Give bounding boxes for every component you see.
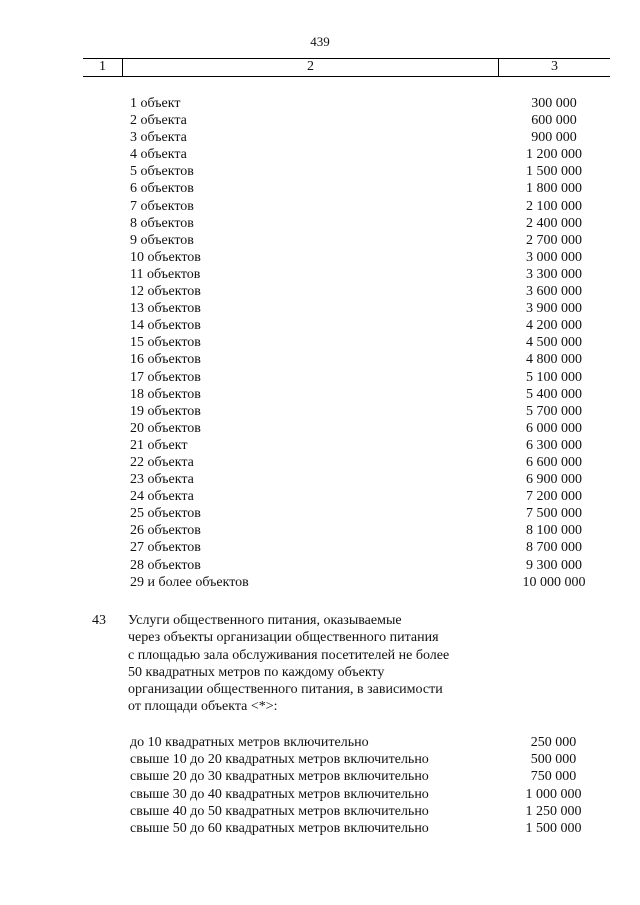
row-label: свыше 10 до 20 квадратных метров включительно (130, 752, 429, 768)
row-value: 2 700 000 (526, 232, 582, 248)
table-row (0, 129, 640, 146)
row-label: 18 объектов (130, 386, 201, 402)
table-row (0, 283, 640, 300)
row-value: 8 100 000 (526, 523, 582, 539)
row-value: 3 600 000 (526, 284, 582, 300)
table-row (0, 369, 640, 386)
table-row (0, 112, 640, 129)
row-label: 3 объекта (130, 130, 187, 146)
row-label: 29 и более объектов (130, 574, 249, 590)
table-row (0, 386, 640, 403)
row-value: 3 000 000 (526, 249, 582, 265)
row-label: 6 объектов (130, 181, 194, 197)
table-row (0, 454, 640, 471)
item-description (128, 612, 488, 716)
table-row (0, 803, 640, 820)
table-row (0, 820, 640, 837)
row-value: 2 100 000 (526, 198, 582, 214)
row-label: 16 объектов (130, 352, 201, 368)
row-label: 22 объекта (130, 454, 194, 470)
row-label: 5 объектов (130, 164, 194, 180)
row-value: 500 000 (530, 752, 577, 768)
row-label: 19 объектов (130, 403, 201, 419)
table-row (0, 317, 640, 334)
page-number: 439 (310, 34, 330, 49)
table-row (0, 180, 640, 197)
row-value: 6 900 000 (526, 472, 582, 488)
table-row (0, 232, 640, 249)
table-header (83, 58, 610, 77)
row-label: 10 объектов (130, 249, 201, 265)
row-value: 2 400 000 (526, 215, 582, 231)
row-value: 1 500 000 (526, 164, 582, 180)
table-row (0, 351, 640, 368)
row-label: 20 объектов (130, 420, 201, 436)
row-value: 300 000 (531, 96, 577, 111)
header-col-2: 2 (123, 59, 499, 76)
row-value: 250 000 (530, 735, 577, 750)
row-label: 27 объектов (130, 540, 201, 556)
description-line: через объекты организации общественного питания (128, 630, 439, 646)
table-row (0, 266, 640, 283)
table-row (0, 215, 640, 232)
row-label: свыше 40 до 50 квадратных метров включительно (130, 803, 429, 819)
table-row (0, 471, 640, 488)
row-label: 15 объектов (130, 335, 201, 351)
row-label: 4 объекта (130, 147, 187, 163)
row-label: 17 объектов (130, 369, 201, 385)
row-label: 2 объекта (130, 113, 187, 129)
row-value: 3 300 000 (526, 266, 582, 282)
row-label: 24 объекта (130, 489, 194, 505)
row-label: до 10 квадратных метров включительно (130, 735, 369, 750)
row-label: 11 объектов (130, 266, 201, 282)
row-value: 600 000 (531, 113, 577, 129)
table-row (0, 334, 640, 351)
table-row (0, 488, 640, 505)
row-label: 7 объектов (130, 198, 194, 214)
row-value: 5 700 000 (526, 403, 582, 419)
table-row (0, 95, 640, 112)
row-value: 4 500 000 (526, 335, 582, 351)
row-label: 1 объект (130, 96, 181, 111)
table-row (0, 437, 640, 454)
row-label: 14 объектов (130, 318, 201, 334)
row-value: 5 400 000 (526, 386, 582, 402)
header-col-3: 3 (551, 59, 558, 74)
row-value: 3 900 000 (526, 301, 582, 317)
row-label: 21 объект (130, 437, 188, 453)
header-col-1: 1 (83, 59, 123, 76)
row-value: 6 000 000 (526, 420, 582, 436)
table-row (0, 751, 640, 768)
table-row (0, 734, 640, 751)
row-value: 1 500 000 (525, 820, 582, 836)
row-value: 10 000 000 (522, 574, 586, 590)
table-row (0, 539, 640, 556)
row-value: 5 100 000 (526, 369, 582, 385)
area-tariff-list (0, 734, 640, 837)
description-line: с площадью зала обслуживания посетителей не более (128, 647, 450, 663)
table-row (0, 249, 640, 266)
table-row (0, 420, 640, 437)
description-line: от площади объекта <*>: (128, 699, 278, 715)
objects-list (0, 95, 640, 591)
row-value: 750 000 (530, 769, 577, 785)
row-value: 900 000 (531, 130, 577, 146)
row-value: 6 600 000 (526, 454, 582, 470)
description-line: организации общественного питания, в зависимости (128, 682, 443, 698)
row-value: 7 500 000 (526, 506, 582, 522)
row-label: свыше 20 до 30 квадратных метров включительно (130, 769, 429, 785)
row-label: 12 объектов (130, 284, 201, 300)
row-label: 25 объектов (130, 506, 201, 522)
row-label: 28 объектов (130, 557, 201, 573)
table-row (0, 557, 640, 574)
description-line: 50 квадратных метров по каждому объекту (128, 664, 385, 680)
description-line: Услуги общественного питания, оказываемые (128, 613, 402, 628)
table-row (0, 163, 640, 180)
row-label: 9 объектов (130, 232, 194, 248)
row-value: 1 250 000 (525, 803, 582, 819)
row-label: 8 объектов (130, 215, 194, 231)
row-value: 4 200 000 (526, 318, 582, 334)
table-row (0, 522, 640, 539)
row-label: свыше 30 до 40 квадратных метров включительно (130, 786, 429, 802)
row-value: 1 000 000 (525, 786, 582, 802)
row-value: 7 200 000 (526, 489, 582, 505)
table-row (0, 146, 640, 163)
table-row (0, 768, 640, 785)
row-value: 8 700 000 (526, 540, 582, 556)
table-row (0, 574, 640, 591)
item-number: 43 (92, 613, 106, 628)
row-label: 26 объектов (130, 523, 201, 539)
row-value: 6 300 000 (526, 437, 582, 453)
table-row (0, 198, 640, 215)
row-value: 1 200 000 (526, 147, 582, 163)
row-label: 23 объекта (130, 472, 194, 488)
table-row (0, 300, 640, 317)
row-value: 4 800 000 (526, 352, 582, 368)
row-label: свыше 50 до 60 квадратных метров включительно (130, 820, 429, 836)
table-row (0, 403, 640, 420)
row-label: 13 объектов (130, 301, 201, 317)
row-value: 1 800 000 (526, 181, 582, 197)
row-value: 9 300 000 (526, 557, 582, 573)
table-row (0, 505, 640, 522)
table-row (0, 786, 640, 803)
